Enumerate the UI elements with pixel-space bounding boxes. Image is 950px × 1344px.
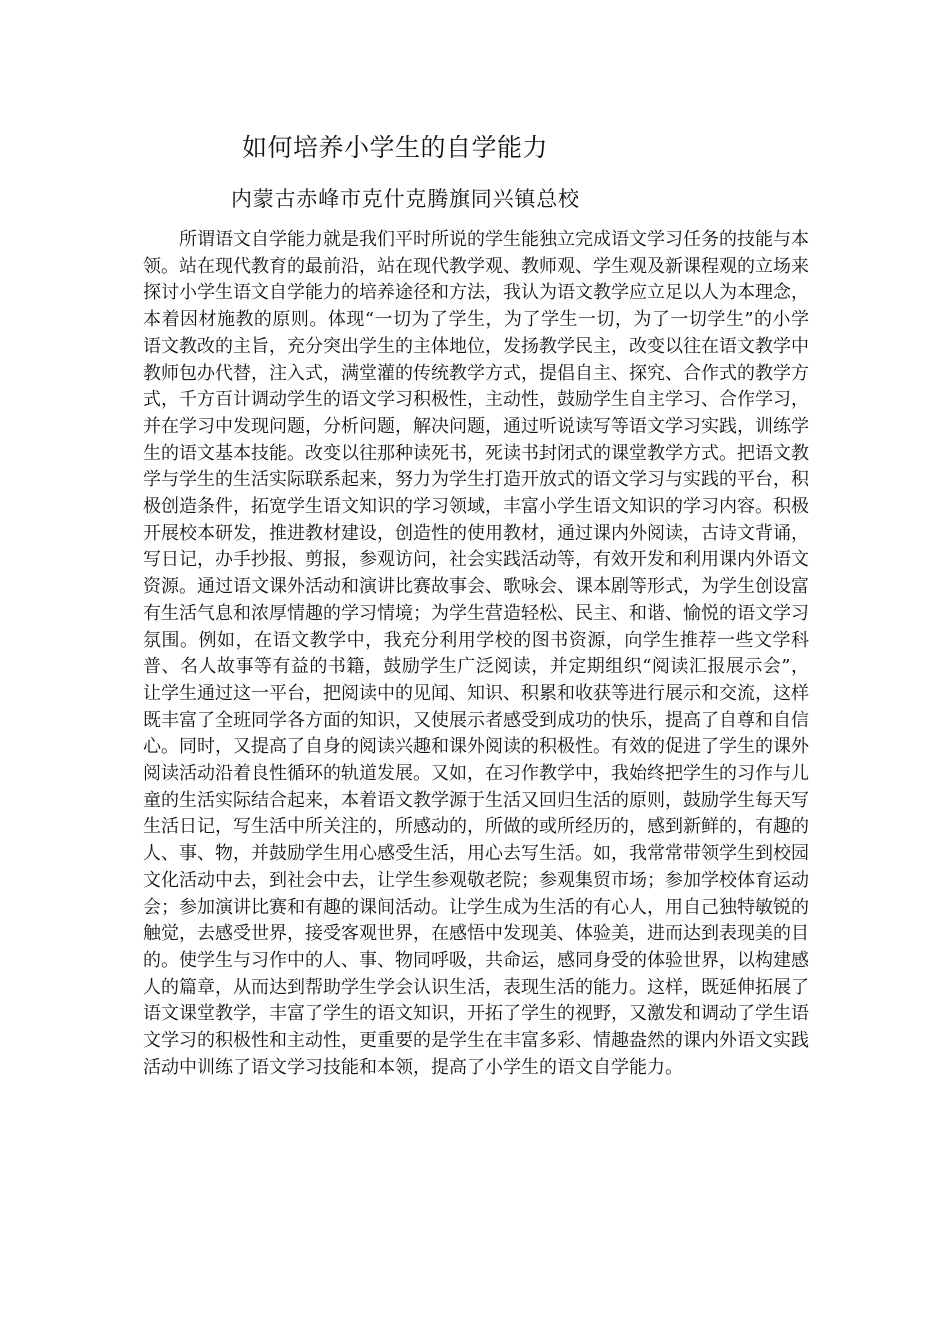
body-paragraph: 所谓语文自学能力就是我们平时所说的学生能独立完成语文学习任务的技能与本领。站在现代教育的最前沿，站在现代教学观、教师观、学生观及新课程观的立场来探讨小学生语文自学能力的培养途径和方法，我认为语文教学应立足以人为本理念，本着因材施教的原则。体现“一切为了学生，为了学生一切，为了一切学生”的小学语文教改的主旨，充分突出学生的主体地位，发扬教学民主，改变以往在语文教学中教师包办代替，注入式，满堂灌的传统教学方式，提倡自主、探究、合作式的教学方式，千方百计调动学生的语文学习积极性，主动性，鼓励学生自主学习、合作学习，并在学习中发现问题，分析问题，解决问题，通过听说读写等语文学习实践，训练学生的语文基本技能。改变以往那种读死书，死读书封闭式的课堂教学方式。把语文教学与学生的生活实际联系起来，努力为学生打造开放式的语文学习与实践的平台，积极创造条件，拓宽学生语文知识的学习领域，丰富小学生语文知识的学习内容。积极开展校本研发，推进教材建设，创造性的使用教材，通过课内外阅读，古诗文背诵，写日记，办手抄报、剪报，参观访问，社会实践活动等，有效开发和利用课内外语文资源。通过语文课外活动和演讲比赛故事会、歌咏会、课本剧等形式，为学生创设富有生活气息和浓厚情趣的学习情境；为学生营造轻松、民主、和谐、愉悦的语文学习氛围。例如，在语文教学中，我充分利用学校的图书资源，向学生推荐一些文学科普、名人故事等有益的书籍，鼓励学生广泛阅读，并定期组织“阅读汇报展示会”，让学生通过这一平台，把阅读中的见闻、知识、积累和收获等进行展示和交流，这样既丰富了全班同学各方面的知识，又使展示者感受到成功的快乐，提高了自尊和自信心。同时，又提高了自身的阅读兴趣和课外阅读的积极性。有效的促进了学生的课外阅读活动沿着良性循环的轨道发展。又如，在习作教学中，我始终把学生的习作与儿童的生活实际结合起来，本着语文教学源于生活又回归生活的原则，鼓励学生每天写生活日记，写生活中所关注的，所感动的，所做的或所经历的，感到新鲜的，有趣的人、事、物，并鼓励学生用心感受生活，用心去写生活。如，我常常带领学生到校园文化活动中去，到社会中去，让学生参观敬老院；参观集贸市场；参加学校体育运动会；参加演讲比赛和有趣的课间活动。让学生成为生活的有心人，用自己独特敏锐的触觉，去感受世界，接受客观世界，在感悟中发现美、体验美，进而达到表现美的目的。使学生与习作中的人、事、物同呼吸，共命运，感同身受的体验世界，以构建感人的篇章，从而达到帮助学生学会认识生活，表现生活的能力。这样，既延伸拓展了语文课堂教学，丰富了学生的语文知识，开拓了学生的视野，又激发和调动了学生语文学习的积极性和主动性，更重要的是学生在丰富多彩、情趣盎然的课内外语文实践活动中训练了语文学习技能和本领，提高了小学生的语文自学能力。	[143, 229, 809, 1078]
page-title: 如何培养小学生的自学能力	[242, 133, 549, 162]
author-organization: 内蒙古赤峰市克什克腾旗同兴镇总校	[231, 187, 580, 211]
